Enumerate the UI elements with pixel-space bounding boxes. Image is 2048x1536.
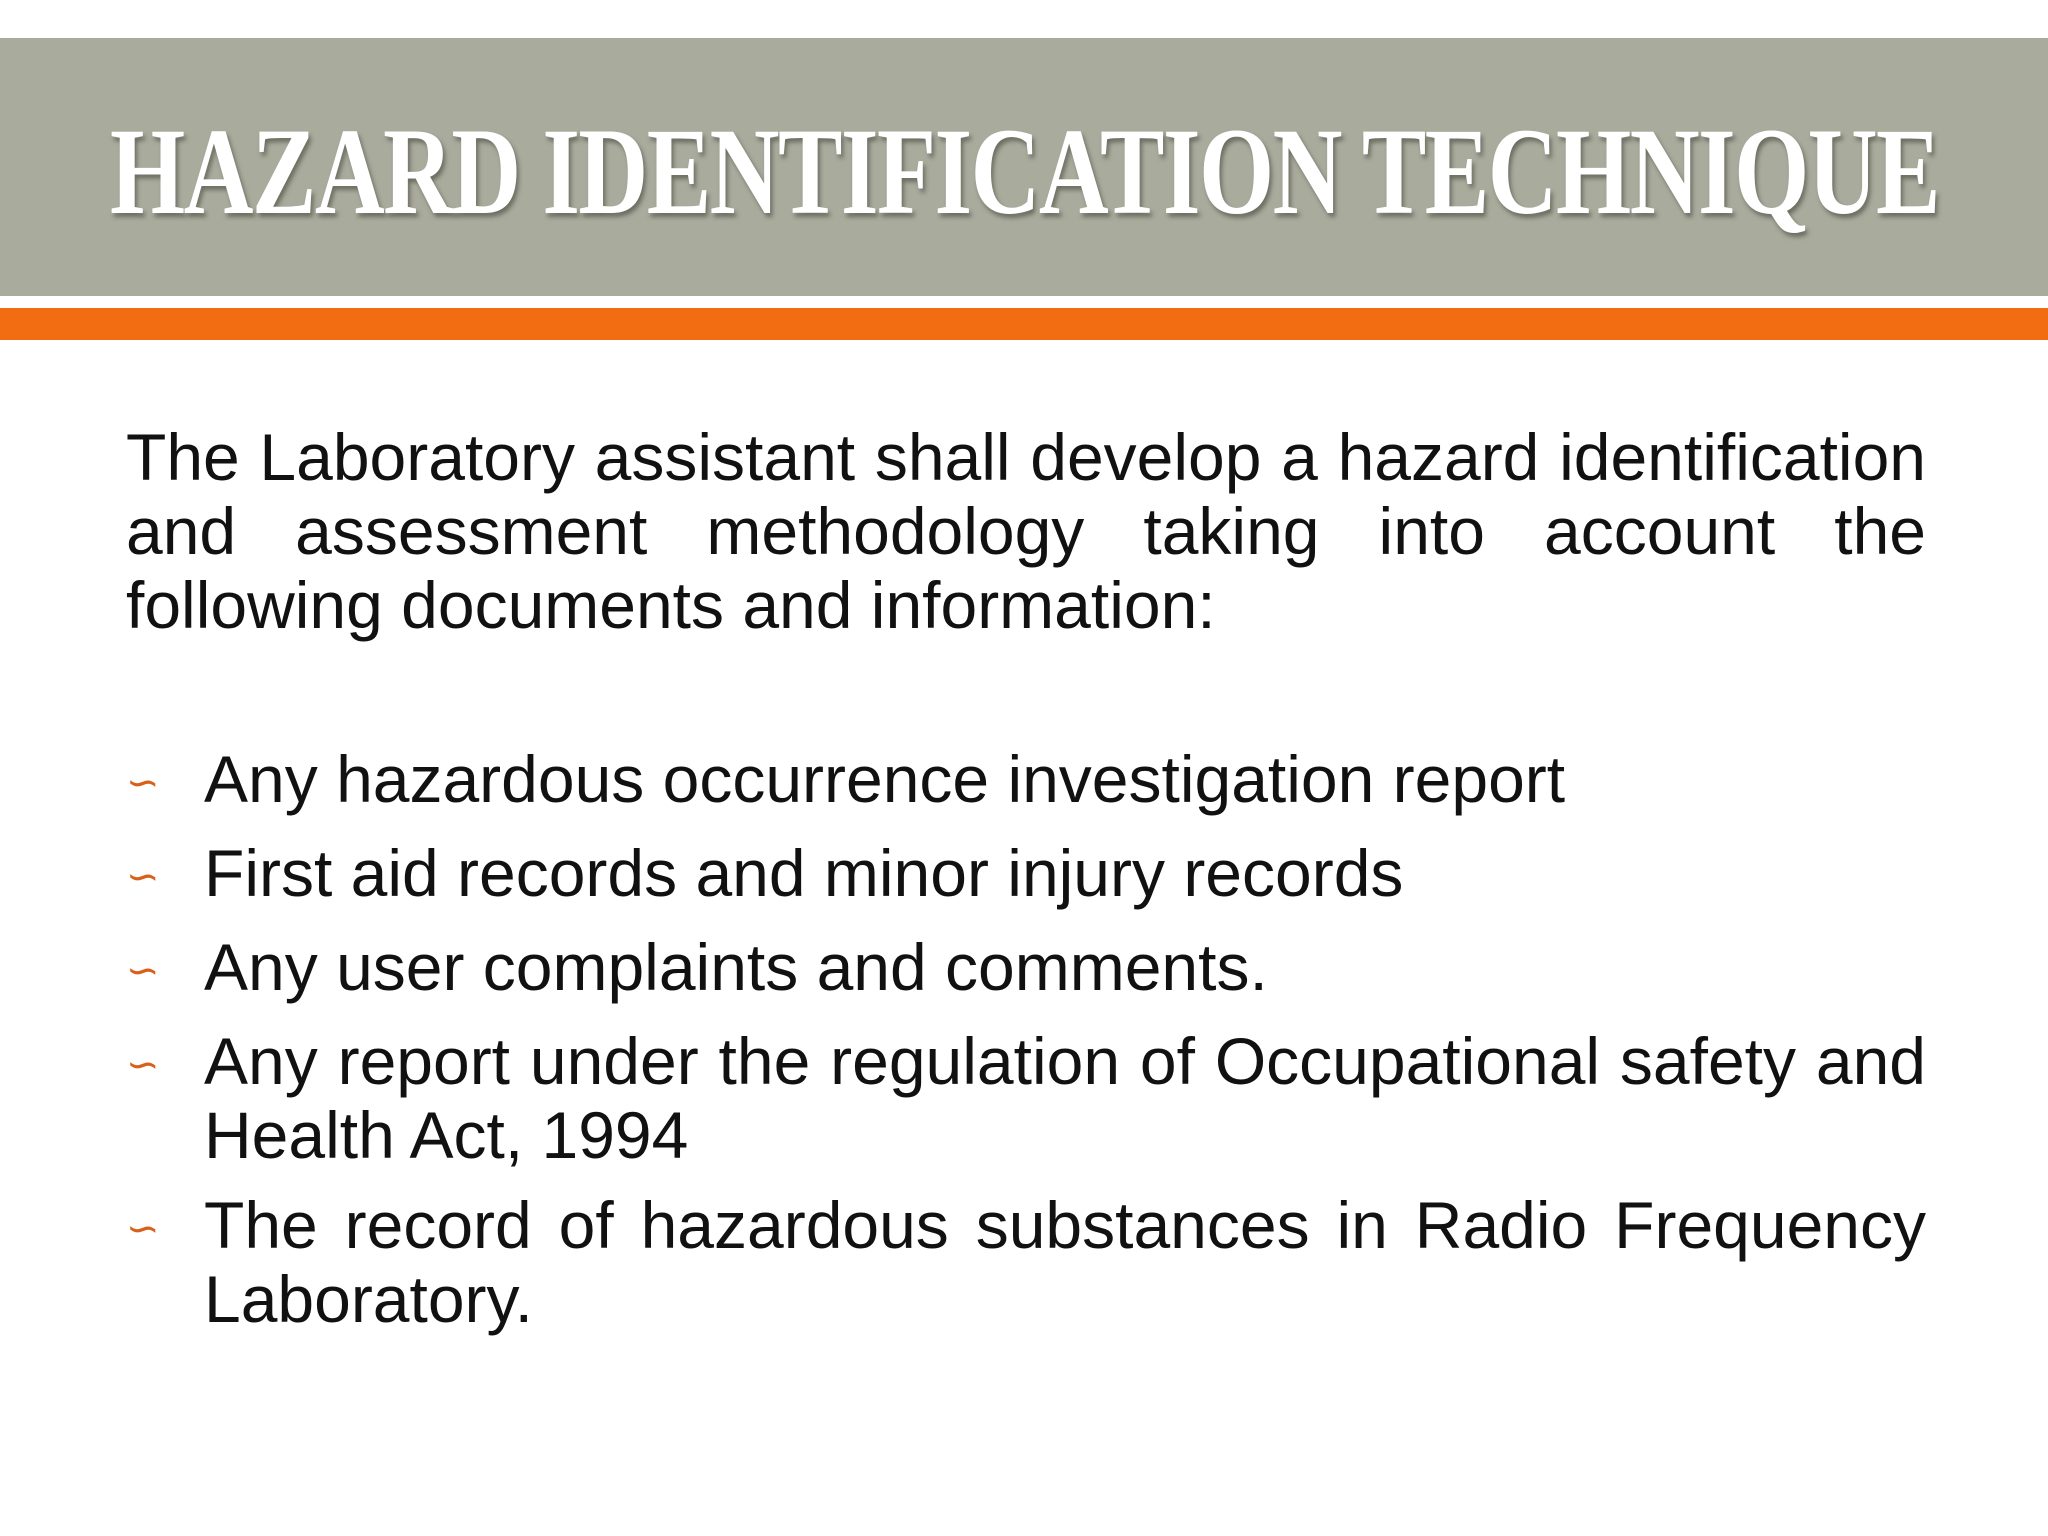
title-divider-gap (0, 296, 2048, 308)
slide-body (126, 420, 1926, 1352)
list-item (126, 742, 1926, 820)
accent-rule (0, 308, 2048, 340)
scroll-bullet-icon: ∽ (126, 854, 160, 900)
scroll-bullet-icon: ∽ (126, 760, 160, 806)
scroll-bullet-icon: ∽ (126, 948, 160, 994)
list-item-text: Any hazardous occurrence investigation report (204, 742, 1566, 816)
list-item (126, 836, 1926, 914)
list-item-text: The record of hazardous substances in Radio Frequency Laboratory. (204, 1188, 1926, 1336)
list-item-text: First aid records and minor injury records (204, 836, 1404, 910)
list-item-text: Any report under the regulation of Occupational safety and Health Act, 1994 (204, 1024, 1926, 1172)
list-item (126, 1024, 1926, 1172)
bullet-list (126, 742, 1926, 1336)
slide-title: HAZARD IDENTIFICATION TECHNIQUE (109, 103, 1939, 240)
title-band (0, 38, 2048, 296)
scroll-bullet-icon: ∽ (126, 1042, 160, 1088)
scroll-bullet-icon: ∽ (126, 1206, 160, 1252)
list-item (126, 1188, 1926, 1336)
intro-paragraph: The Laboratory assistant shall develop a hazard identification and assessment methodology taking into account the following documents and information: (126, 420, 1926, 642)
list-item-text: Any user complaints and comments. (204, 930, 1268, 1004)
list-item (126, 930, 1926, 1008)
